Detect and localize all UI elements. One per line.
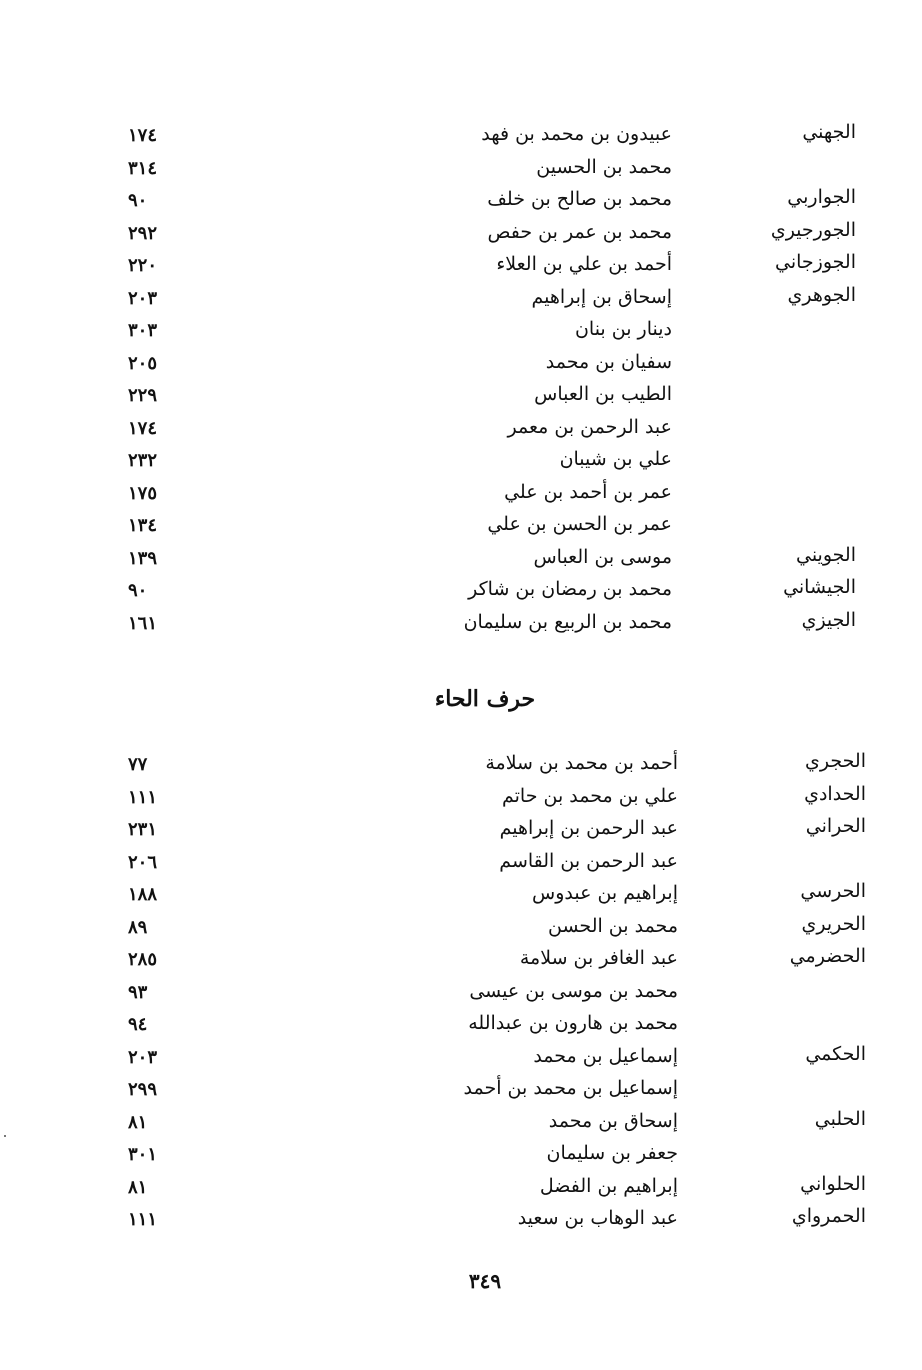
index-section-jim bbox=[0, 118, 922, 638]
index-entry-row bbox=[0, 443, 922, 476]
entry-name: عبد الوهاب بن سعيد bbox=[517, 1207, 678, 1229]
entry-name: موسى بن العباس bbox=[533, 545, 672, 568]
entry-name: عبد الغافر بن سلامة bbox=[519, 947, 678, 969]
index-entry-row bbox=[0, 313, 922, 346]
entry-page-number: ٨١ bbox=[128, 1176, 148, 1198]
entry-page-number: ٩٣ bbox=[128, 981, 148, 1003]
entry-nisba: الحراني bbox=[805, 815, 866, 837]
entry-name: محمد بن الربيع بن سليمان bbox=[463, 610, 672, 633]
entry-nisba: الحجري bbox=[805, 750, 866, 772]
page-number: ٣٤٩ bbox=[468, 1269, 502, 1293]
entry-name: إسحاق بن إبراهيم bbox=[531, 285, 672, 308]
entry-nisba: الجهني bbox=[802, 121, 856, 143]
entry-nisba: الحدادي bbox=[804, 782, 866, 805]
entry-page-number: ١٨٨ bbox=[128, 884, 158, 905]
scan-speck bbox=[4, 1135, 6, 1137]
entry-name: إبراهيم بن عبدوس bbox=[532, 882, 678, 904]
entry-name: محمد بن الحسن bbox=[548, 914, 678, 937]
index-entry-row bbox=[0, 248, 922, 281]
index-entry-row bbox=[0, 151, 922, 184]
entry-page-number: ٢٠٥ bbox=[128, 352, 158, 374]
index-entry-row bbox=[0, 910, 922, 943]
entry-page-number: ١٣٤ bbox=[128, 515, 158, 536]
entry-name: إسماعيل بن محمد bbox=[533, 1044, 678, 1067]
index-entry-row bbox=[0, 216, 922, 249]
entry-page-number: ٣١٤ bbox=[128, 157, 158, 179]
entry-name: إسحاق بن محمد bbox=[548, 1109, 678, 1132]
entry-page-number: ٣٠١ bbox=[128, 1144, 158, 1165]
entry-page-number: ٩٤ bbox=[128, 1014, 148, 1035]
entry-nisba: الجوزجاني bbox=[775, 251, 856, 273]
index-entry-row bbox=[0, 346, 922, 379]
index-entry-row bbox=[0, 1170, 922, 1203]
entry-page-number: ١٣٩ bbox=[128, 547, 158, 569]
index-entry-row bbox=[0, 378, 922, 411]
entry-page-number: ٢٠٣ bbox=[128, 1046, 158, 1068]
index-entry-row bbox=[0, 812, 922, 845]
entry-nisba: الجويني bbox=[795, 543, 856, 566]
entry-nisba: الحريري bbox=[801, 912, 866, 935]
index-entry-row bbox=[0, 606, 922, 639]
entry-name: محمد بن هارون بن عبدالله bbox=[468, 1012, 678, 1034]
entry-nisba: الجيزي bbox=[801, 608, 856, 631]
index-entry-row bbox=[0, 1202, 922, 1235]
section-heading: حرف الحاء bbox=[434, 686, 536, 712]
index-entry-row bbox=[0, 508, 922, 541]
entry-name: عبد الرحمن بن إبراهيم bbox=[499, 817, 678, 839]
entry-nisba: الجواربي bbox=[787, 186, 856, 208]
entry-page-number: ٢٩٩ bbox=[128, 1079, 158, 1100]
entry-nisba: الحمرواي bbox=[791, 1205, 866, 1227]
entry-page-number: ٨٩ bbox=[128, 916, 148, 938]
index-entry-row bbox=[0, 1040, 922, 1073]
entry-page-number: ٩٠ bbox=[128, 190, 148, 211]
index-entry-row bbox=[0, 1137, 922, 1170]
index-entry-row bbox=[0, 411, 922, 444]
entry-nisba: الحلواني bbox=[800, 1172, 866, 1195]
entry-page-number: ١٧٤ bbox=[128, 125, 158, 146]
entry-page-number: ٢٨٥ bbox=[128, 949, 158, 970]
index-entry-row bbox=[0, 281, 922, 314]
entry-name: إسماعيل بن محمد بن أحمد bbox=[463, 1077, 678, 1099]
index-entry-row bbox=[0, 541, 922, 574]
entry-page-number: ٢٩٢ bbox=[128, 222, 158, 244]
index-entry-row bbox=[0, 942, 922, 975]
entry-name: علي بن محمد بن حاتم bbox=[502, 784, 678, 807]
entry-page-number: ٧٧ bbox=[128, 754, 148, 775]
entry-name: جعفر بن سليمان bbox=[546, 1142, 678, 1164]
entry-nisba: الحرسي bbox=[800, 880, 866, 902]
entry-page-number: ١٦١ bbox=[128, 612, 158, 634]
entry-name: عمر بن الحسن بن علي bbox=[487, 513, 672, 535]
entry-name: أحمد بن علي بن العلاء bbox=[496, 253, 672, 275]
entry-name: محمد بن صالح بن خلف bbox=[487, 188, 672, 210]
index-section-ha bbox=[0, 747, 922, 1235]
entry-page-number: ٨١ bbox=[128, 1111, 148, 1133]
entry-name: محمد بن رمضان بن شاكر bbox=[468, 578, 672, 600]
entry-name: محمد بن عمر بن حفص bbox=[487, 220, 672, 243]
entry-nisba: الحكمي bbox=[805, 1042, 866, 1065]
entry-page-number: ١٧٥ bbox=[128, 482, 158, 504]
entry-page-number: ١١١ bbox=[128, 1209, 158, 1230]
entry-name: الطيب بن العباس bbox=[534, 383, 672, 405]
entry-page-number: ٢٢٩ bbox=[128, 385, 158, 406]
entry-name: عمر بن أحمد بن علي bbox=[504, 480, 672, 503]
entry-name: محمد بن الحسين bbox=[536, 155, 672, 178]
index-entry-row bbox=[0, 476, 922, 509]
index-entry-row bbox=[0, 1105, 922, 1138]
entry-name: سفيان بن محمد bbox=[545, 350, 672, 373]
entry-page-number: ٢٠٦ bbox=[128, 851, 158, 873]
entry-page-number: ٢٣١ bbox=[128, 819, 158, 840]
entry-nisba: الجورجيري bbox=[770, 218, 856, 241]
index-entry-row bbox=[0, 780, 922, 813]
entry-nisba: الحضرمي bbox=[789, 945, 866, 967]
entry-page-number: ١٧٤ bbox=[128, 417, 158, 439]
index-entry-row bbox=[0, 877, 922, 910]
entry-page-number: ٩٠ bbox=[128, 580, 148, 601]
entry-name: عبد الرحمن بن معمر bbox=[507, 415, 672, 438]
entry-page-number: ٢٣٢ bbox=[128, 450, 158, 471]
entry-name: أحمد بن محمد بن سلامة bbox=[485, 752, 678, 774]
index-entry-row bbox=[0, 183, 922, 216]
index-entry-row bbox=[0, 845, 922, 878]
entry-nisba: الجيشاني bbox=[783, 576, 856, 598]
entry-page-number: ٢٢٠ bbox=[128, 255, 158, 276]
entry-name: إبراهيم بن الفضل bbox=[539, 1174, 678, 1197]
entry-page-number: ٣٠٣ bbox=[128, 320, 158, 341]
entry-nisba: الجوهري bbox=[787, 283, 856, 306]
entry-page-number: ١١١ bbox=[128, 786, 158, 808]
index-entry-row bbox=[0, 1007, 922, 1040]
entry-name: عبيدون بن محمد بن فهد bbox=[481, 123, 672, 145]
entry-nisba: الحلبي bbox=[814, 1107, 866, 1130]
entry-name: دينار بن بنان bbox=[574, 318, 672, 340]
entry-name: محمد بن موسى بن عيسى bbox=[469, 979, 678, 1002]
index-entry-row bbox=[0, 747, 922, 780]
index-entry-row bbox=[0, 118, 922, 151]
entry-name: عبد الرحمن بن القاسم bbox=[499, 849, 678, 872]
entry-name: علي بن شيبان bbox=[559, 448, 672, 470]
index-entry-row bbox=[0, 1072, 922, 1105]
entry-page-number: ٢٠٣ bbox=[128, 287, 158, 309]
index-entry-row bbox=[0, 975, 922, 1008]
index-entry-row bbox=[0, 573, 922, 606]
